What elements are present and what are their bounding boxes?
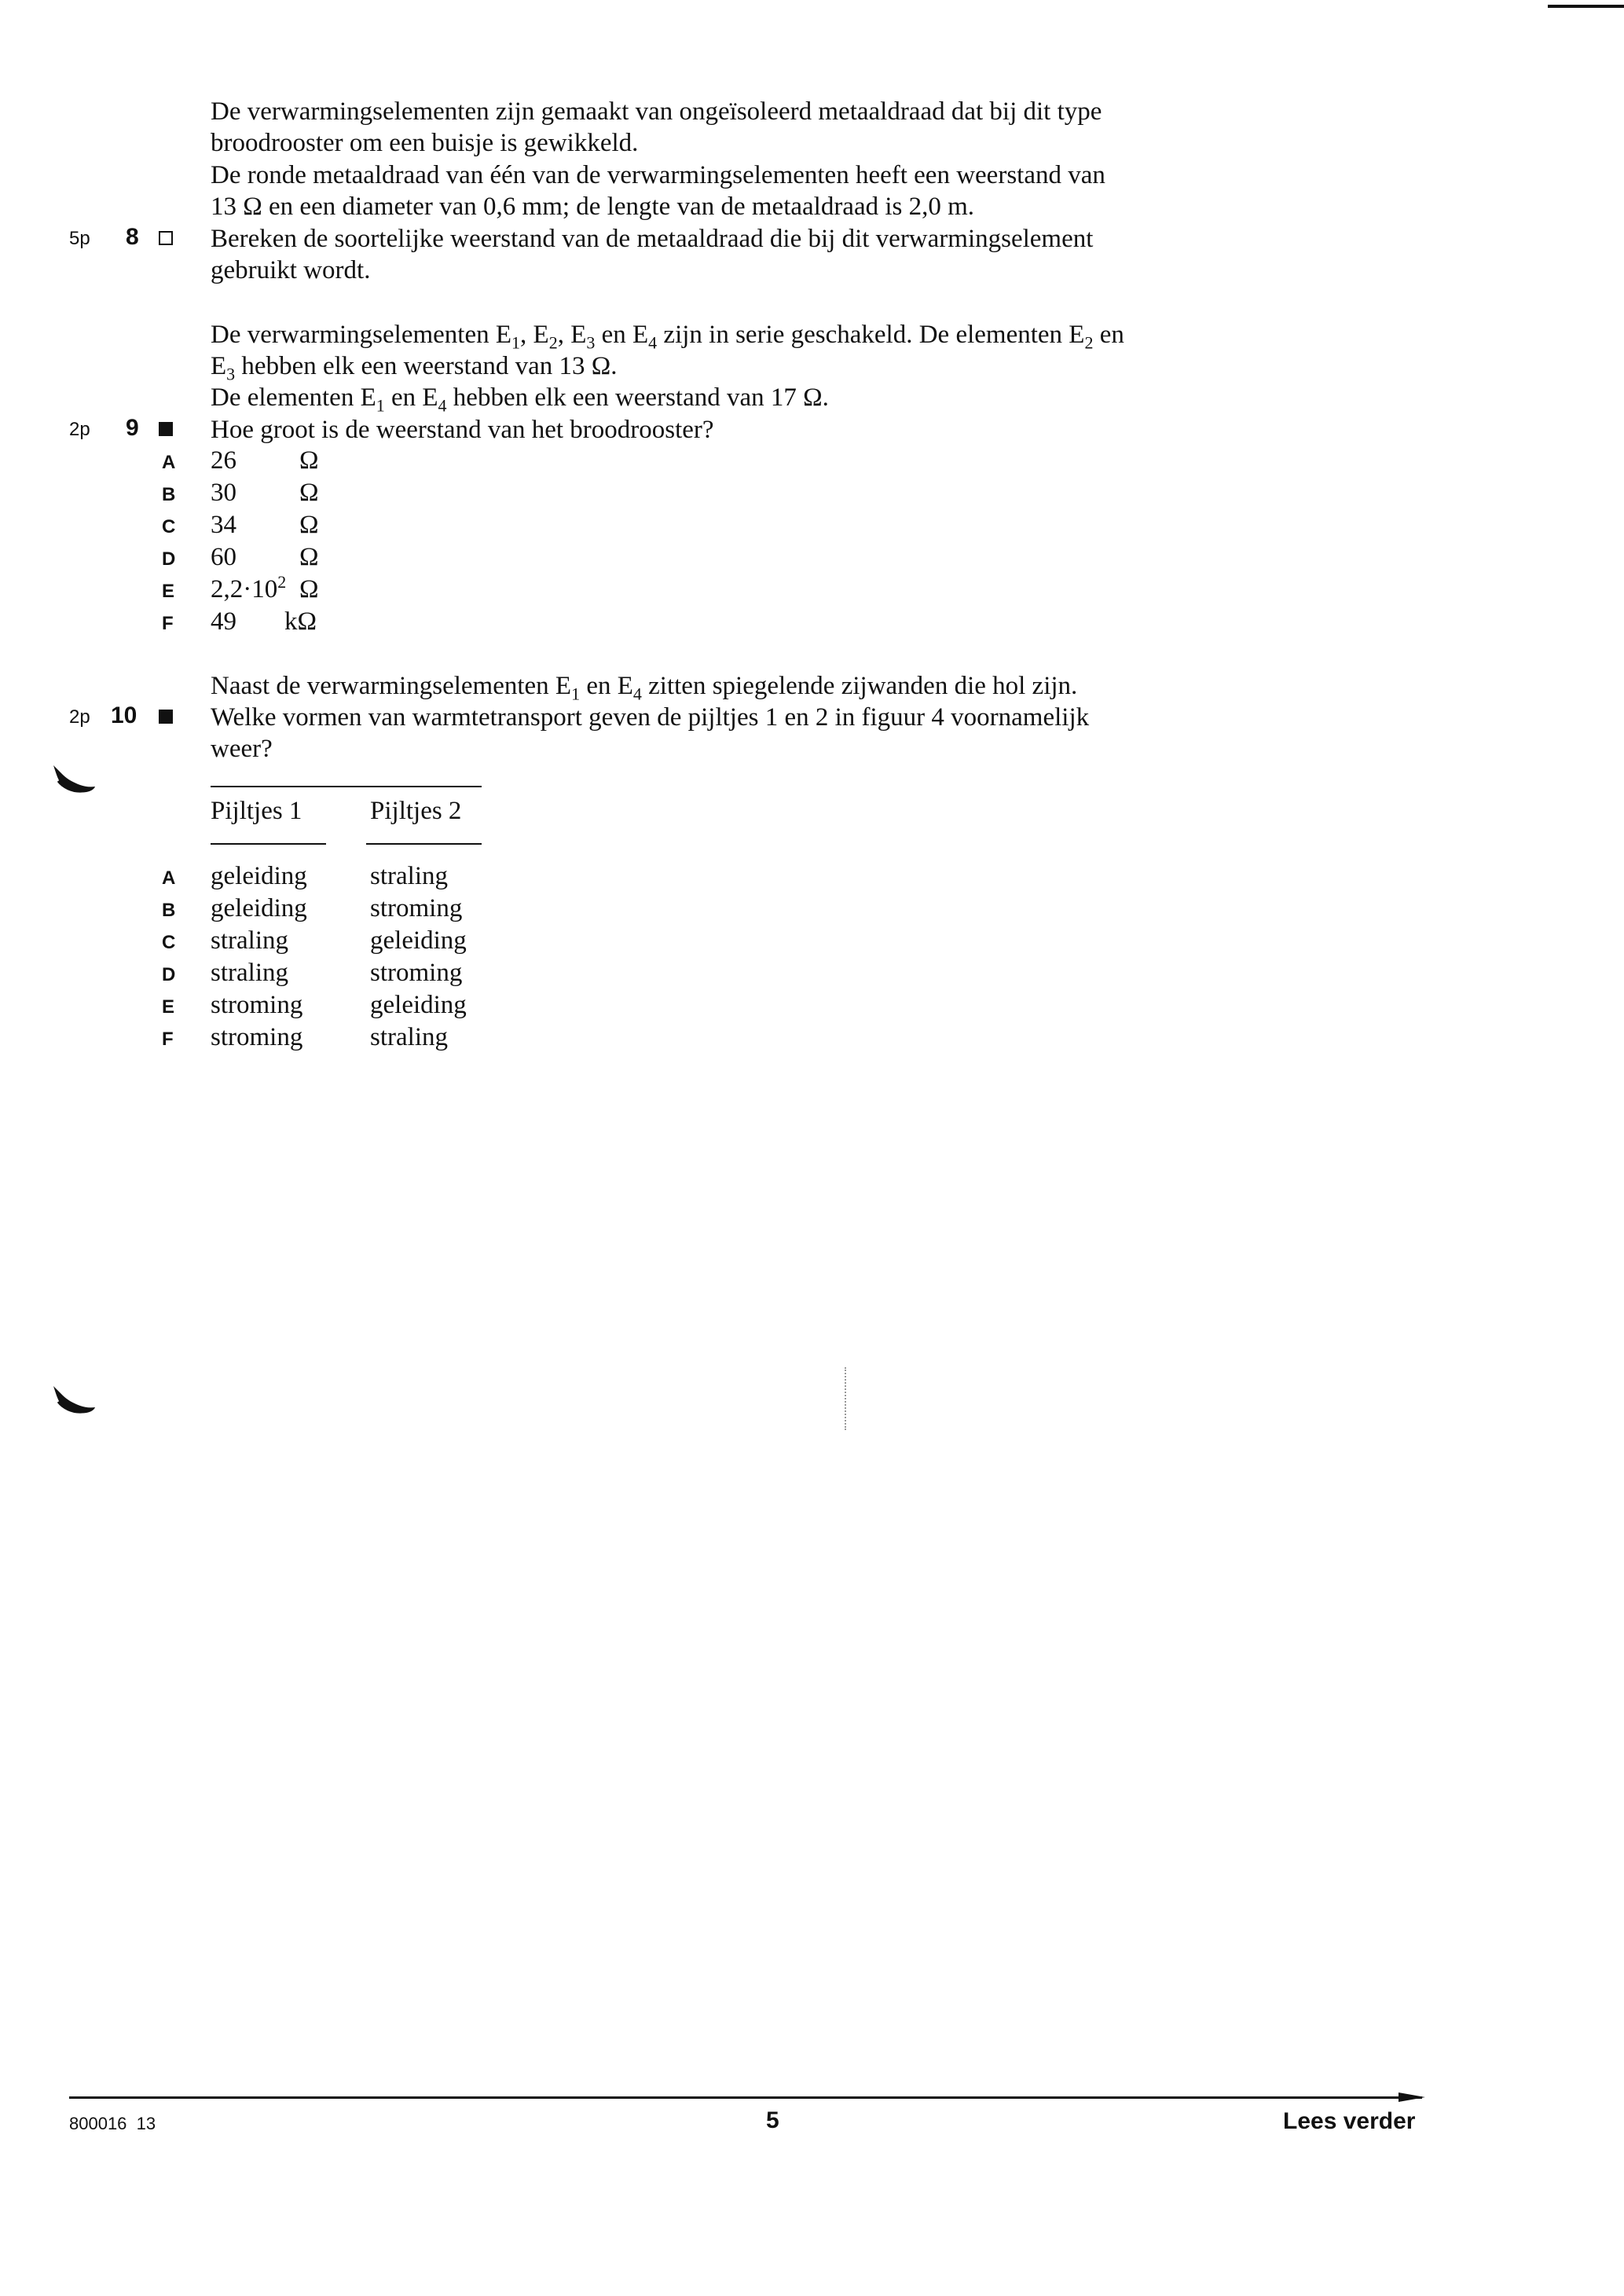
q10-row-col1: geleiding: [211, 862, 307, 890]
q9-option-value: 34: [211, 511, 236, 539]
q10-row-col1: straling: [211, 959, 288, 987]
q10-row-letter: B: [162, 900, 176, 921]
q9-option-letter: F: [162, 613, 174, 634]
q10-closed-question-box: [159, 710, 173, 724]
context9-line-3: De elementen $E_1$ en $E_4$ hebben elk een weerstand van 17 Ω.: [211, 383, 829, 416]
continue-label: Lees verder: [1283, 2108, 1416, 2134]
scan-mark: [845, 1367, 848, 1430]
q8-text-line-1: Bereken de soortelijke weerstand van de metaaldraad die bij dit verwarmingselement: [211, 225, 1094, 253]
q10-row-letter: E: [162, 996, 175, 1018]
q10-row-col2: straling: [370, 1023, 448, 1051]
q9-option-value: $2,2\cdot 10^2$: [211, 572, 287, 603]
q10-row-col1: straling: [211, 926, 288, 955]
q8-open-question-box: [159, 231, 173, 245]
q9-option-letter: E: [162, 581, 175, 602]
q9-option-unit: kΩ: [284, 607, 317, 636]
q9-option-value: 60: [211, 543, 236, 571]
q9-option-letter: D: [162, 548, 176, 570]
q10-number: 10: [111, 702, 137, 728]
q10-row-col2: stroming: [370, 959, 463, 987]
context10-line: Naast de verwarmingselementen $E_1$ en $E_4$ zitten spiegelende zijwanden die hol zijn.: [211, 672, 1078, 704]
q10-row-col2: straling: [370, 862, 448, 890]
q9-option-letter: A: [162, 452, 176, 473]
q9-option-unit: Ω: [299, 543, 319, 571]
q10-row-letter: D: [162, 964, 176, 985]
q10-header-rule-col2: [366, 843, 482, 845]
q9-option-value: 26: [211, 446, 236, 475]
q8-number: 8: [126, 224, 139, 250]
intro-line-2: broodrooster om een buisje is gewikkeld.: [211, 129, 639, 157]
q10-header-col1: Pijltjes 1: [211, 797, 302, 825]
context9-line-2: $E_3$ hebben elk een weerstand van 13 Ω.: [211, 352, 618, 384]
pointing-hand-icon: [50, 1385, 96, 1418]
q9-option-unit: Ω: [299, 511, 319, 539]
q10-text-line-2: weer?: [211, 735, 273, 763]
q10-row-col1: geleiding: [211, 894, 307, 922]
q10-points: 2p: [69, 706, 90, 728]
q10-row-col2: geleiding: [370, 926, 467, 955]
q9-option-unit: Ω: [299, 575, 319, 603]
q9-number: 9: [126, 415, 139, 441]
footer-code: 800016 13: [69, 2114, 156, 2133]
q10-row-letter: F: [162, 1029, 174, 1050]
q10-row-col2: geleiding: [370, 991, 467, 1019]
q10-row-letter: C: [162, 932, 176, 953]
intro-line-4: 13 Ω en een diameter van 0,6 mm; de lengte van de metaaldraad is 2,0 m.: [211, 193, 975, 221]
q9-points: 2p: [69, 419, 90, 440]
q10-table-top-rule: [211, 786, 482, 787]
q9-question: Hoe groot is de weerstand van het broodrooster?: [211, 416, 714, 444]
q10-row-col1: stroming: [211, 991, 303, 1019]
q9-option-letter: C: [162, 516, 176, 537]
q9-option-value: 30: [211, 479, 236, 507]
q10-header-rule-col1: [211, 843, 326, 845]
q9-option-unit: Ω: [299, 479, 319, 507]
q10-row-col2: stroming: [370, 894, 463, 922]
q10-text-line-1: Welke vormen van warmtetransport geven de pijltjes 1 en 2 in figuur 4 voornamelijk: [211, 703, 1090, 732]
q8-points: 5p: [69, 228, 90, 249]
intro-line-1: De verwarmingselementen zijn gemaakt van ongeïsoleerd metaaldraad dat bij dit type: [211, 97, 1102, 126]
top-edge-mark: [1548, 5, 1624, 8]
arrow-right-icon: [1399, 2088, 1425, 2107]
q10-row-col1: stroming: [211, 1023, 303, 1051]
footer-arrow-line: [69, 2096, 1422, 2099]
q9-closed-question-box: [159, 422, 173, 436]
context9-line-1: De verwarmingselementen $E_1$, $E_2$, $E_3$ en $E_4$ zijn in serie geschakeld. De elementen $E_2$ en: [211, 321, 1124, 353]
page-number: 5: [766, 2107, 779, 2133]
q9-option-letter: B: [162, 484, 176, 505]
pointing-hand-icon: [50, 764, 96, 797]
intro-line-3: De ronde metaaldraad van één van de verwarmingselementen heeft een weerstand van: [211, 161, 1105, 189]
q9-option-unit: Ω: [299, 446, 319, 475]
q9-option-value: 49: [211, 607, 236, 636]
q10-header-col2: Pijltjes 2: [370, 797, 462, 825]
q10-row-letter: A: [162, 867, 176, 889]
q8-text-line-2: gebruikt wordt.: [211, 256, 371, 284]
